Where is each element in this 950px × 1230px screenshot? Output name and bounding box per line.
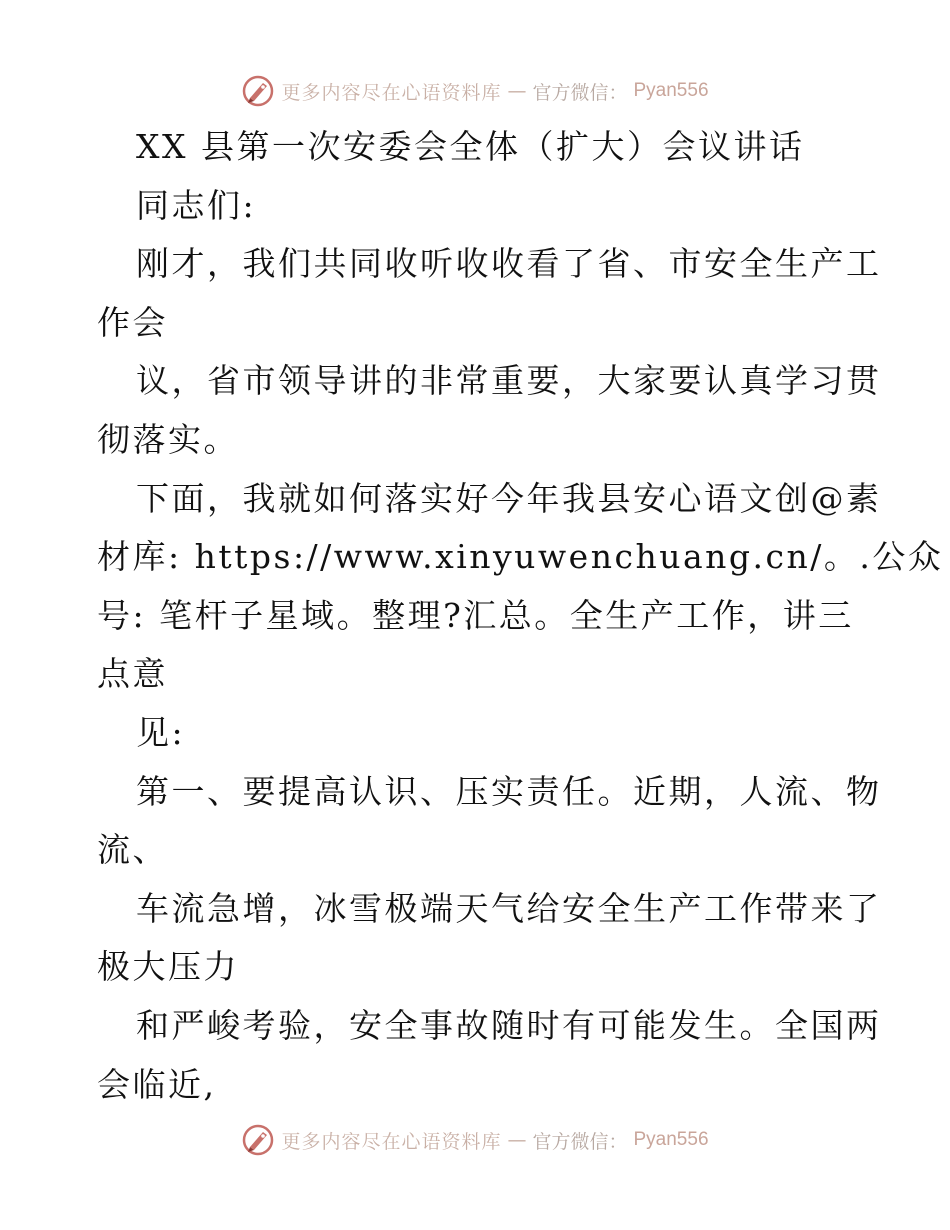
watermark-wechat-id: Pyan556 — [633, 80, 709, 101]
watermark-separator: — — [507, 1129, 527, 1151]
text-line: 下面，我就如何落实好今年我县安心语文创@素 — [136, 478, 882, 518]
header-watermark — [0, 71, 950, 111]
text-line: 号: 笔杆子星域。整理?汇总。全生产工作，讲三 — [97, 595, 854, 635]
text-line: 刚才，我们共同收听收收看了省、市安全生产工 — [136, 244, 882, 284]
pen-logo-icon — [241, 74, 275, 108]
text-line: 流、 — [97, 830, 168, 870]
text-line: 极大压力 — [97, 947, 239, 987]
text-line: 彻落实。 — [97, 419, 239, 459]
footer-watermark — [0, 1120, 950, 1160]
watermark-wechat-label: 官方微信： — [532, 1130, 628, 1153]
watermark-wechat-id: Pyan556 — [633, 1129, 709, 1150]
document-title: XX 县第一次安委会全体（扩大）会议讲话 — [136, 127, 805, 166]
text-line: 车流急增，冰雪极端天气给安全生产工作带来了 — [136, 888, 882, 928]
text-line: 和严峻考验，安全事故随时有可能发生。全国两 — [136, 1005, 882, 1045]
watermark-wechat-label: 官方微信： — [532, 81, 628, 104]
text-line: 议，省市领导讲的非常重要，大家要认真学习贯 — [136, 361, 882, 401]
document-body — [97, 118, 944, 1114]
watermark-brand-text: 更多内容尽在心语资料库 — [281, 1130, 502, 1153]
pen-logo-icon — [241, 1123, 275, 1157]
text-line: 见: — [136, 712, 186, 752]
watermark-separator: — — [507, 80, 527, 102]
text-line: 会临近, — [97, 1064, 217, 1104]
text-line: 第一、要提高认识、压实责任。近期，人流、物 — [136, 771, 882, 811]
text-line: 同志们: — [136, 185, 257, 225]
text-line: 材库: https://www.xinyuwenchuang.cn/。.公众 — [97, 537, 944, 577]
text-line: 点意 — [97, 654, 168, 694]
watermark-brand-text: 更多内容尽在心语资料库 — [281, 81, 502, 104]
text-line: 作会 — [97, 302, 168, 342]
